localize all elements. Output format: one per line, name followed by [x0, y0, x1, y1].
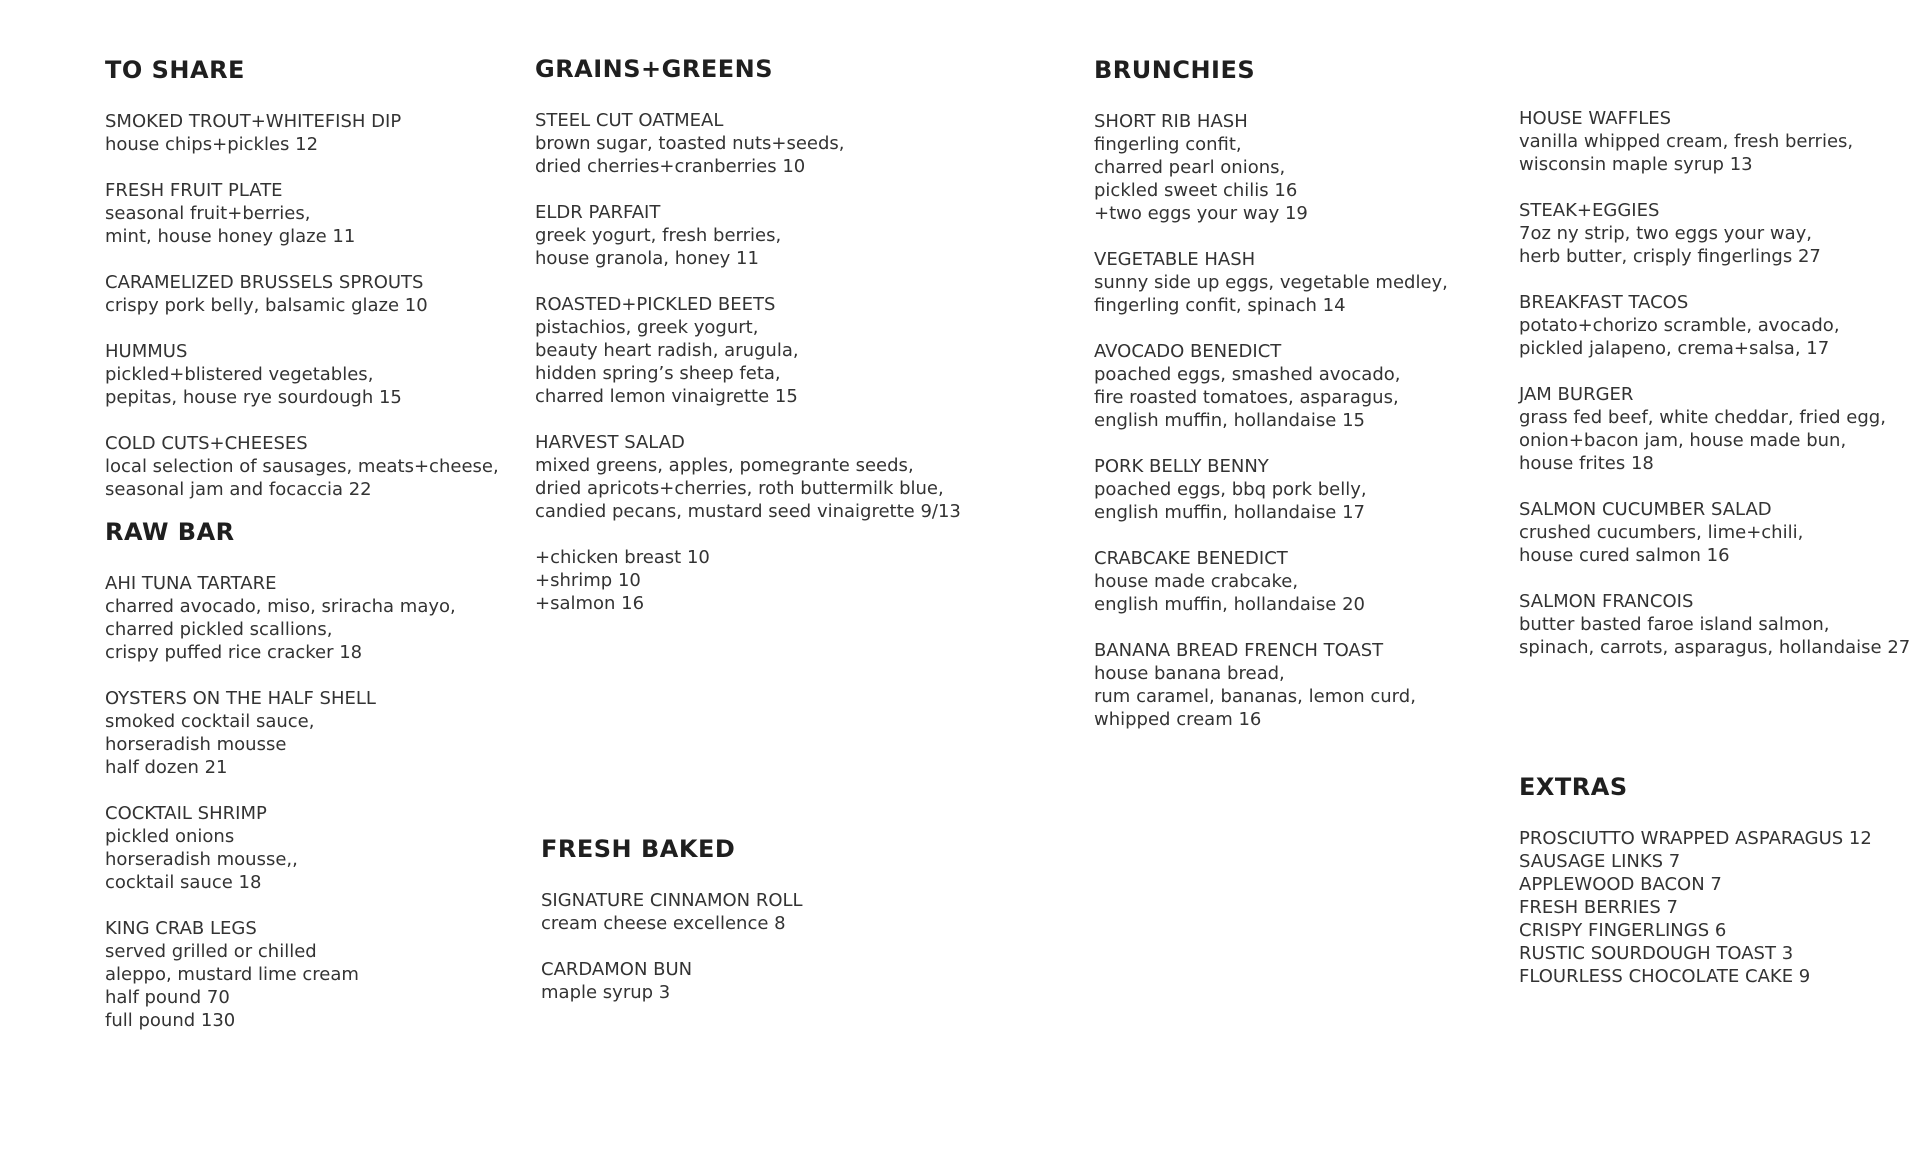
- to-share-section: [105, 55, 499, 524]
- menu-item-description: charred pearl onions,: [1094, 157, 1286, 178]
- menu-item: [105, 802, 456, 894]
- menu-item: [1094, 248, 1448, 317]
- menu-item-description: pickled onions: [105, 826, 235, 847]
- menu-item-description: house chips+pickles 12: [105, 134, 319, 155]
- menu-item-description: fingerling confit,: [1094, 134, 1242, 155]
- menu-item-description: english muffin, hollandaise 17: [1094, 502, 1366, 523]
- menu-item-name: AVOCADO BENEDICT: [1094, 341, 1282, 362]
- menu-item: [1519, 291, 1910, 360]
- menu-item-description: aleppo, mustard lime cream: [105, 964, 359, 985]
- menu-item-description: wisconsin maple syrup 13: [1519, 154, 1753, 175]
- menu-item-description: charred lemon vinaigrette 15: [535, 386, 798, 407]
- section-title: FRESH BAKED: [541, 835, 736, 863]
- menu-item: [105, 432, 499, 501]
- menu-item: [535, 293, 961, 408]
- menu-item-name: HUMMUS: [105, 341, 188, 362]
- addon-item: +chicken breast 10: [535, 547, 710, 568]
- menu-item-description: house frites 18: [1519, 453, 1654, 474]
- menu-item-description: pickled+blistered vegetables,: [105, 364, 374, 385]
- menu-item-name: BANANA BREAD FRENCH TOAST: [1094, 640, 1384, 661]
- menu-item-description: charred pickled scallions,: [105, 619, 333, 640]
- menu-item-description: english muffin, hollandaise 15: [1094, 410, 1366, 431]
- extra-item: PROSCIUTTO WRAPPED ASPARAGUS 12: [1519, 828, 1872, 849]
- menu-item-description: horseradish mousse,,: [105, 849, 298, 870]
- extra-item: FRESH BERRIES 7: [1519, 897, 1678, 918]
- menu-item-description: +two eggs your way 19: [1094, 203, 1308, 224]
- menu-item-description: hidden spring’s sheep feta,: [535, 363, 781, 384]
- menu-item-name: CARAMELIZED BRUSSELS SPROUTS: [105, 272, 424, 293]
- menu-item: [535, 431, 961, 523]
- menu-item-description: poached eggs, bbq pork belly,: [1094, 479, 1367, 500]
- menu-item-description: crispy puffed rice cracker 18: [105, 642, 363, 663]
- menu-item-description: half dozen 21: [105, 757, 228, 778]
- menu-item: [1094, 639, 1448, 731]
- menu-item-description: local selection of sausages, meats+cheese,: [105, 456, 499, 477]
- menu-item: [541, 889, 803, 935]
- menu-item-description: house cured salmon 16: [1519, 545, 1730, 566]
- menu-item-description: crushed cucumbers, lime+chili,: [1519, 522, 1804, 543]
- raw-bar-section: [105, 517, 456, 1055]
- menu-item-name: JAM BURGER: [1519, 384, 1634, 405]
- section-title: TO SHARE: [105, 56, 245, 84]
- menu-item-name: SHORT RIB HASH: [1094, 111, 1248, 132]
- menu-item-description: dried apricots+cherries, roth buttermilk blue,: [535, 478, 944, 499]
- menu-item-description: greek yogurt, fresh berries,: [535, 225, 782, 246]
- menu-item-name: SALMON CUCUMBER SALAD: [1519, 499, 1772, 520]
- menu-item-description: whipped cream 16: [1094, 709, 1262, 730]
- menu-item-name: HARVEST SALAD: [535, 432, 685, 453]
- menu-item-name: HOUSE WAFFLES: [1519, 108, 1672, 129]
- menu-item-name: OYSTERS ON THE HALF SHELL: [105, 688, 376, 709]
- menu-item-description: pepitas, house rye sourdough 15: [105, 387, 402, 408]
- extra-item: APPLEWOOD BACON 7: [1519, 874, 1722, 895]
- menu-item: [1094, 110, 1448, 225]
- menu-item: [105, 687, 456, 779]
- menu-item: [105, 917, 456, 1032]
- menu-item-description: seasonal jam and focaccia 22: [105, 479, 372, 500]
- extra-item: FLOURLESS CHOCOLATE CAKE 9: [1519, 966, 1811, 987]
- menu-item-description: dried cherries+cranberries 10: [535, 156, 806, 177]
- menu-item-description: pickled sweet chilis 16: [1094, 180, 1298, 201]
- addon-item: +shrimp 10: [535, 570, 641, 591]
- menu-item-description: seasonal fruit+berries,: [105, 203, 311, 224]
- addon-item: +salmon 16: [535, 593, 645, 614]
- menu-item-description: english muffin, hollandaise 20: [1094, 594, 1366, 615]
- menu-item-description: spinach, carrots, asparagus, hollandaise 27: [1519, 637, 1911, 658]
- menu-item-name: STEAK+EGGIES: [1519, 200, 1660, 221]
- menu-item-description: smoked cocktail sauce,: [105, 711, 315, 732]
- menu-item-description: pickled jalapeno, crema+salsa, 17: [1519, 338, 1830, 359]
- menu-item-description: cocktail sauce 18: [105, 872, 262, 893]
- menu-item-description: horseradish mousse: [105, 734, 287, 755]
- menu-item-description: vanilla whipped cream, fresh berries,: [1519, 131, 1854, 152]
- section-title: RAW BAR: [105, 518, 235, 546]
- extra-item: CRISPY FINGERLINGS 6: [1519, 920, 1727, 941]
- menu-item-name: VEGETABLE HASH: [1094, 249, 1256, 270]
- menu-item-description: 7oz ny strip, two eggs your way,: [1519, 223, 1812, 244]
- section-title: GRAINS+GREENS: [535, 55, 774, 83]
- menu-item-name: STEEL CUT OATMEAL: [535, 110, 724, 131]
- fresh-baked-section: [541, 834, 803, 1027]
- menu-item: [105, 340, 499, 409]
- menu-item-description: cream cheese excellence 8: [541, 913, 786, 934]
- menu-item-name: CRABCAKE BENEDICT: [1094, 548, 1288, 569]
- extras-section: [1519, 772, 1872, 988]
- menu-item: [1094, 547, 1448, 616]
- menu-item-description: mixed greens, apples, pomegrante seeds,: [535, 455, 914, 476]
- menu-item-description: sunny side up eggs, vegetable medley,: [1094, 272, 1448, 293]
- salad-addons: [535, 546, 961, 615]
- menu-item-description: house granola, honey 11: [535, 248, 759, 269]
- menu-item: [1094, 340, 1448, 432]
- menu-item-description: half pound 70: [105, 987, 230, 1008]
- brunchies-continued-section: [1519, 107, 1910, 682]
- menu-item-name: COLD CUTS+CHEESES: [105, 433, 308, 454]
- extra-item: RUSTIC SOURDOUGH TOAST 3: [1519, 943, 1794, 964]
- menu-item: [1094, 455, 1448, 524]
- menu-item-description: rum caramel, bananas, lemon curd,: [1094, 686, 1416, 707]
- section-title: EXTRAS: [1519, 773, 1628, 801]
- menu-item-name: KING CRAB LEGS: [105, 918, 257, 939]
- menu-item-description: brown sugar, toasted nuts+seeds,: [535, 133, 845, 154]
- menu-item: [541, 958, 803, 1004]
- menu-item-description: crispy pork belly, balsamic glaze 10: [105, 295, 428, 316]
- menu-item: [105, 271, 499, 317]
- menu-item: [1519, 590, 1910, 659]
- menu-item-name: FRESH FRUIT PLATE: [105, 180, 283, 201]
- menu-item-description: candied pecans, mustard seed vinaigrette 9/13: [535, 501, 961, 522]
- menu-item-description: mint, house honey glaze 11: [105, 226, 356, 247]
- menu-item: [1519, 383, 1910, 475]
- menu-item-name: ELDR PARFAIT: [535, 202, 661, 223]
- menu-item-name: ROASTED+PICKLED BEETS: [535, 294, 776, 315]
- menu-item: [105, 110, 499, 156]
- menu-item-name: AHI TUNA TARTARE: [105, 573, 277, 594]
- menu-item-name: COCKTAIL SHRIMP: [105, 803, 267, 824]
- menu-item-description: house made crabcake,: [1094, 571, 1299, 592]
- menu-item-description: house banana bread,: [1094, 663, 1285, 684]
- menu-item-description: maple syrup 3: [541, 982, 671, 1003]
- menu-item: [535, 109, 961, 178]
- menu-item-name: PORK BELLY BENNY: [1094, 456, 1269, 477]
- menu-item-description: herb butter, crisply fingerlings 27: [1519, 246, 1821, 267]
- menu-item-description: full pound 130: [105, 1010, 236, 1031]
- brunchies-section: [1094, 55, 1448, 754]
- menu-item-description: poached eggs, smashed avocado,: [1094, 364, 1401, 385]
- menu-item-name: SALMON FRANCOIS: [1519, 591, 1694, 612]
- menu-item-description: butter basted faroe island salmon,: [1519, 614, 1830, 635]
- menu-item-description: charred avocado, miso, sriracha mayo,: [105, 596, 456, 617]
- menu-item-description: fingerling confit, spinach 14: [1094, 295, 1346, 316]
- menu-item: [1519, 498, 1910, 567]
- grains-greens-section: [535, 54, 961, 615]
- menu-item-name: SIGNATURE CINNAMON ROLL: [541, 890, 803, 911]
- menu-item-name: CARDAMON BUN: [541, 959, 693, 980]
- menu-item-description: fire roasted tomatoes, asparagus,: [1094, 387, 1399, 408]
- menu-item-name: BREAKFAST TACOS: [1519, 292, 1689, 313]
- menu-item: [105, 179, 499, 248]
- menu-item: [535, 201, 961, 270]
- menu-item: [1519, 107, 1910, 176]
- menu-item-description: beauty heart radish, arugula,: [535, 340, 799, 361]
- menu-item-description: potato+chorizo scramble, avocado,: [1519, 315, 1840, 336]
- menu-item-description: onion+bacon jam, house made bun,: [1519, 430, 1847, 451]
- menu-item: [1519, 199, 1910, 268]
- menu-item-description: served grilled or chilled: [105, 941, 317, 962]
- extra-item: SAUSAGE LINKS 7: [1519, 851, 1681, 872]
- menu-item-description: grass fed beef, white cheddar, fried egg,: [1519, 407, 1886, 428]
- menu-item-description: pistachios, greek yogurt,: [535, 317, 759, 338]
- menu-item: [105, 572, 456, 664]
- menu-item-name: SMOKED TROUT+WHITEFISH DIP: [105, 111, 402, 132]
- section-title: BRUNCHIES: [1094, 56, 1256, 84]
